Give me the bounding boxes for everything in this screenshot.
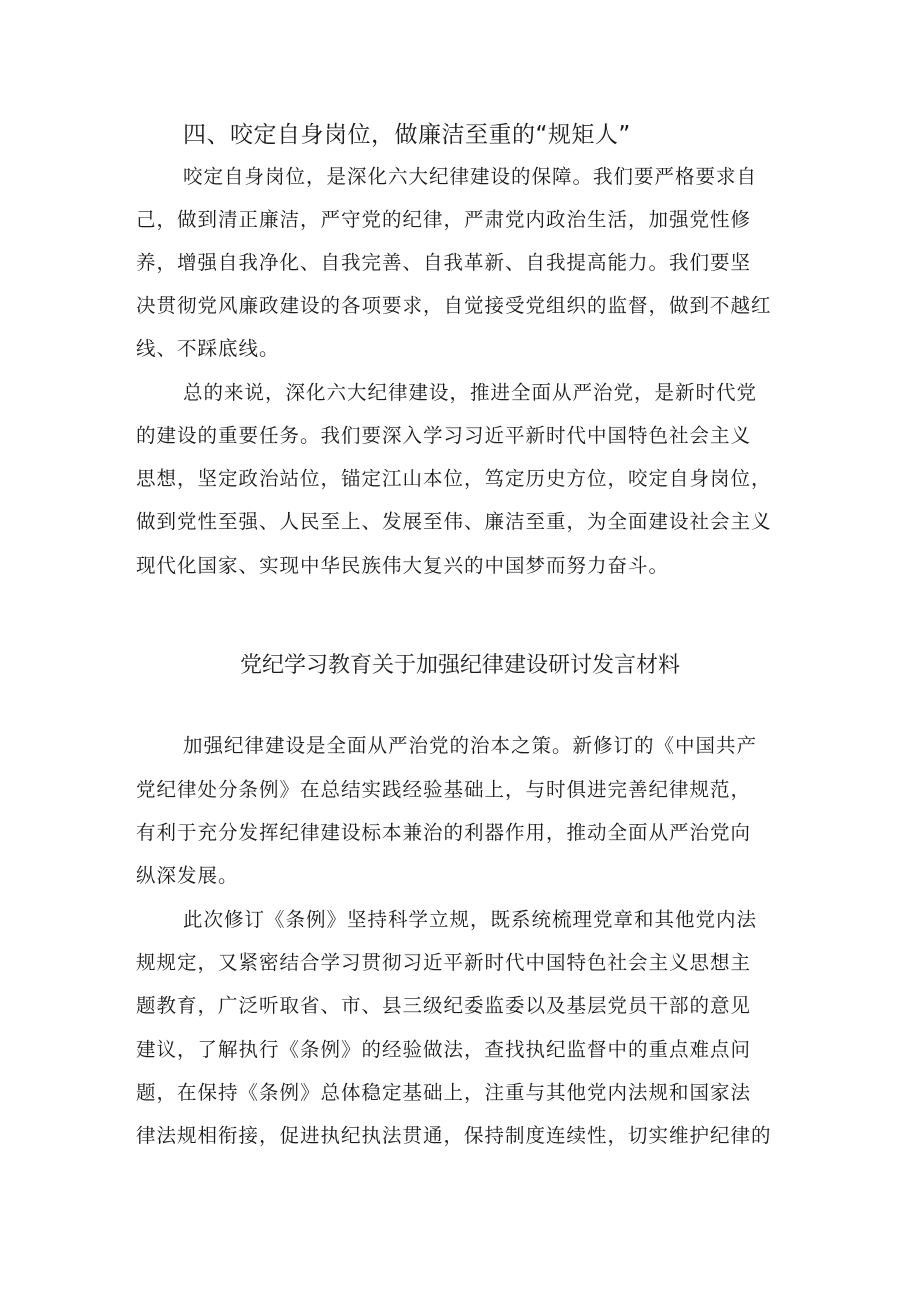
paragraph-line: 规规定，又紧密结合学习贯彻习近平新时代中国特色社会主义思想主: [136, 951, 752, 974]
paragraph-line: 加强纪律建设是全面从严治党的治本之策。新修订的《中国共产: [183, 734, 758, 757]
paragraph-line: 咬定自身岗位，是深化六大纪律建设的保障。我们要严格要求自: [183, 165, 758, 188]
paragraph-line: 党纪律处分条例》在总结实践经验基础上，与时俱进完善纪律规范，: [136, 778, 752, 801]
paragraph-line: 现代化国家、实现中华民族伟大复兴的中国梦而努力奋斗。: [136, 554, 670, 577]
paragraph-line: 题，在保持《条例》总体稳定基础上，注重与其他党内法规和国家法: [136, 1081, 752, 1104]
paragraph-line: 建议，了解执行《条例》的经验做法，查找执纪监督中的重点难点问: [136, 1038, 752, 1061]
paragraph-line: 总的来说，深化六大纪律建设，推进全面从严治党，是新时代党: [183, 381, 758, 404]
paragraph-line: 思想，坚定政治站位，锚定江山本位，笃定历史方位，咬定自身岗位，: [136, 467, 772, 490]
paragraph-line: 的建设的重要任务。我们要深入学习习近平新时代中国特色社会主义: [136, 424, 752, 447]
section-heading: 四、咬定自身岗位，做廉洁至重的“规矩人”: [183, 122, 631, 148]
paragraph-line: 做到党性至强、人民至上、发展至伟、廉洁至重，为全面建设社会主义: [136, 510, 772, 533]
paragraph-line: 己，做到清正廉洁，严守党的纪律，严肃党内政治生活，加强党性修: [136, 208, 752, 231]
paragraph-line: 有利于充分发挥纪律建设标本兼治的利器作用，推动全面从严治党向: [136, 821, 752, 844]
document-title: 党纪学习教育关于加强纪律建设研讨发言材料: [239, 653, 680, 678]
paragraph-line: 律法规相衔接，促进执纪执法贯通，保持制度连续性，切实维护纪律的: [136, 1124, 772, 1147]
paragraph-line: 题教育，广泛听取省、市、县三级纪委监委以及基层党员干部的意见: [136, 994, 752, 1017]
paragraph-line: 纵深发展。: [136, 864, 239, 887]
paragraph-line: 养，增强自我净化、自我完善、自我革新、自我提高能力。我们要坚: [136, 251, 752, 274]
paragraph-line: 线、不踩底线。: [136, 337, 280, 360]
paragraph-line: 决贯彻党风廉政建设的各项要求，自觉接受党组织的监督，做到不越红: [136, 294, 772, 317]
paragraph-line: 此次修订《条例》坚持科学立规，既系统梳理党章和其他党内法: [183, 908, 758, 931]
